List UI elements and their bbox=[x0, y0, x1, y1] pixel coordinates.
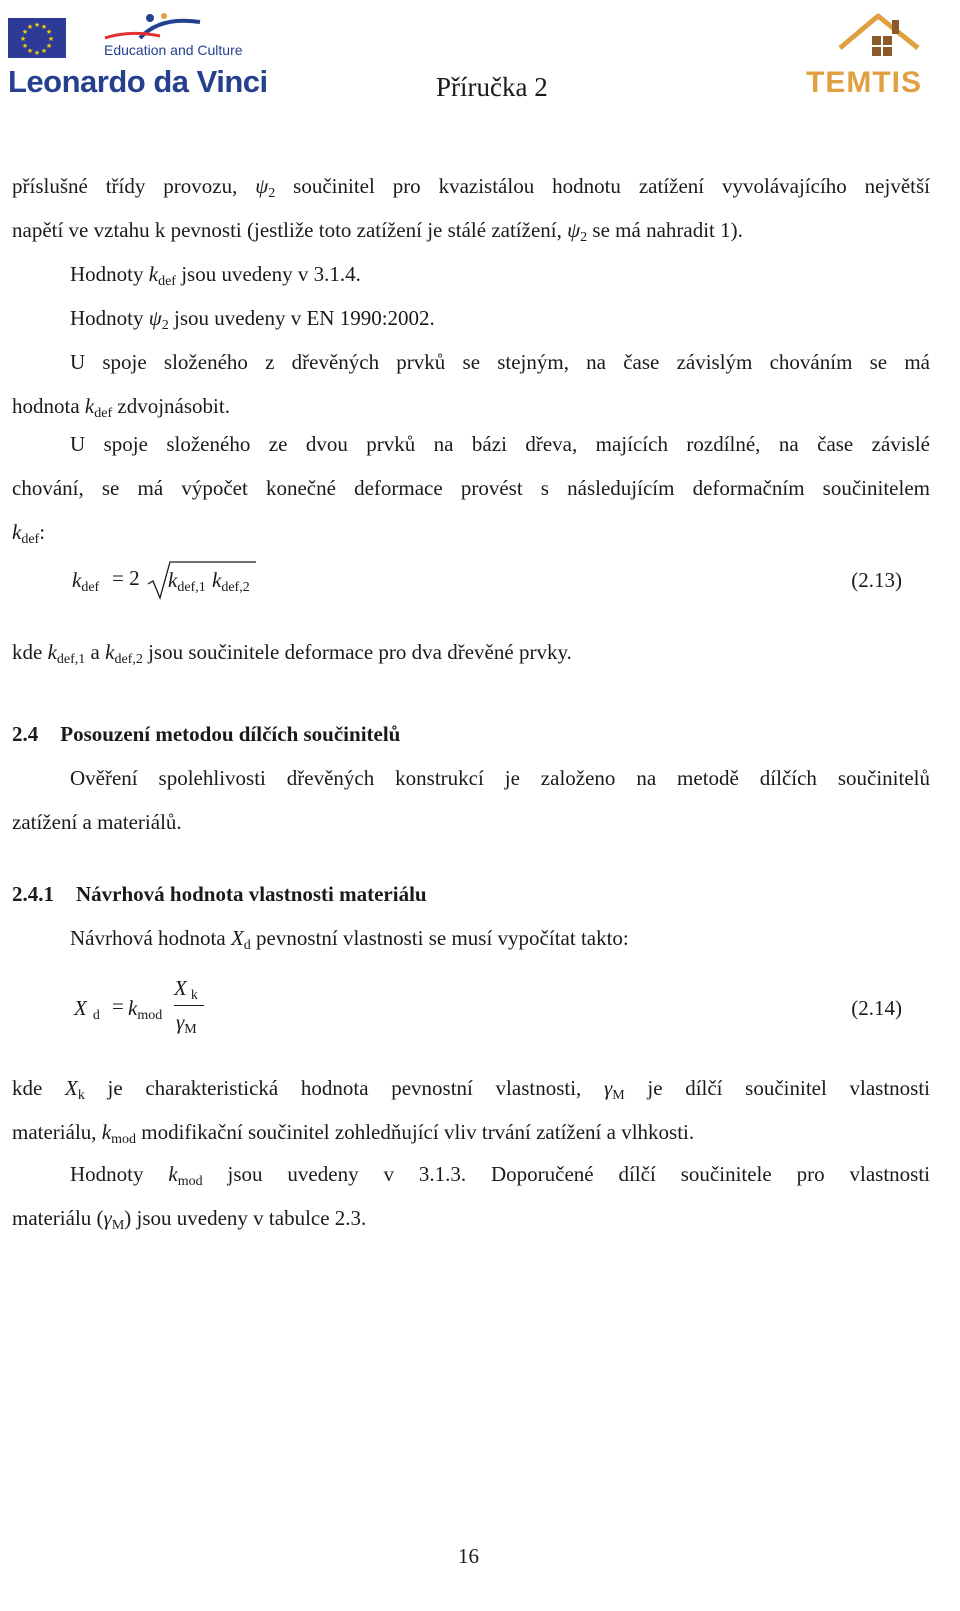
paragraph-line: kde $k_{def,1}$ a $k_{def,2}$ jsou součinitele deformace pro dva dřevěné prvky. bbox=[12, 640, 572, 667]
paragraph-line: Návrhová hodnota $X_d$ pevnostní vlastnosti se musí vypočítat takto: bbox=[70, 926, 629, 953]
section-heading-2-4-1: 2.4.1 Návrhová hodnota vlastnosti materiálu bbox=[12, 882, 427, 906]
paragraph-line: $k_{def}$: bbox=[12, 520, 46, 547]
svg-text:★: ★ bbox=[26, 23, 34, 31]
page-number: 16 bbox=[458, 1544, 479, 1568]
paragraph-line: Hodnoty $k_{mod}$ jsou uvedeny v 3.1.3. Doporučené dílčí součinitele pro vlastnosti bbox=[70, 1162, 930, 1189]
svg-text:★: ★ bbox=[21, 28, 29, 36]
paragraph-line: kde $X_k$ je charakteristická hodnota pevnostní vlastnosti, $\gamma_M$ je dílčí součinitel vlastnosti bbox=[12, 1076, 930, 1103]
paragraph-line: napětí ve vztahu k pevnosti (jestliže toto zatížení je stálé zatížení, $\psi_2$ se má nahradit 1). bbox=[12, 218, 743, 245]
svg-text:★: ★ bbox=[26, 47, 34, 55]
document-title: Příručka 2 bbox=[436, 72, 548, 102]
svg-text:★: ★ bbox=[47, 35, 55, 43]
svg-text:★: ★ bbox=[33, 49, 41, 57]
svg-text:★: ★ bbox=[40, 23, 48, 31]
education-culture-logo-mark bbox=[100, 8, 230, 42]
svg-text:★: ★ bbox=[40, 47, 48, 55]
paragraph-line: Ověření spolehlivosti dřevěných konstrukcí je založeno na metodě dílčích součinitelů bbox=[70, 766, 930, 790]
eu-flag-logo bbox=[8, 18, 66, 58]
svg-text:★: ★ bbox=[21, 42, 29, 50]
paragraph-line: zatížení a materiálů. bbox=[12, 810, 182, 834]
equation-2-13: $k_{def}$ = 2 $k_{def,1}$ $k_{def,2}$ (2.13) bbox=[72, 560, 932, 610]
temtis-house-logo bbox=[834, 8, 928, 68]
paragraph-line: příslušné třídy provozu, $\psi_2$ součinitel pro kvazistálou hodnotu zatížení vyvolávajícího největší bbox=[12, 174, 930, 201]
education-culture-text: Education and Culture bbox=[104, 42, 243, 58]
equation-2-14: X $_d$ = $k_{mod}$ X $_k$ $\gamma_M$ (2.14) bbox=[74, 976, 902, 1037]
temtis-logo-text: TEMTIS bbox=[806, 66, 922, 99]
paragraph-line: U spoje složeného ze dvou prvků na bázi dřeva, majících rozdílné, na čase závislé bbox=[70, 432, 930, 456]
svg-text:★: ★ bbox=[33, 21, 41, 29]
paragraph-line: chování, se má výpočet konečné deformace provést s následujícím deformačním součinitelem bbox=[12, 476, 930, 500]
paragraph-line: Hodnoty $\psi_2$ jsou uvedeny v EN 1990:2002. bbox=[70, 306, 435, 333]
paragraph-line: materiálu, $k_{mod}$ modifikační součinitel zohledňující vliv trvání zatížení a vlhkosti. bbox=[12, 1120, 695, 1147]
svg-text:★: ★ bbox=[19, 35, 27, 43]
paragraph-line: hodnota $k_{def}$ zdvojnásobit. bbox=[12, 394, 230, 421]
paragraph-line: Hodnoty $k_{def}$ jsou uvedeny v 3.1.4. bbox=[70, 262, 361, 289]
svg-text:★: ★ bbox=[45, 28, 53, 36]
leonardo-da-vinci-logo-text: Leonardo da Vinci bbox=[8, 64, 268, 99]
svg-text:★: ★ bbox=[45, 42, 53, 50]
paragraph-line: materiálu $(\gamma_M)$ jsou uvedeny v tabulce 2.3. bbox=[12, 1206, 367, 1233]
section-heading-2-4: 2.4 Posouzení metodou dílčích součinitelů bbox=[12, 722, 401, 746]
paragraph-line: U spoje složeného z dřevěných prvků se stejným, na čase závislým chováním se má bbox=[70, 350, 930, 374]
